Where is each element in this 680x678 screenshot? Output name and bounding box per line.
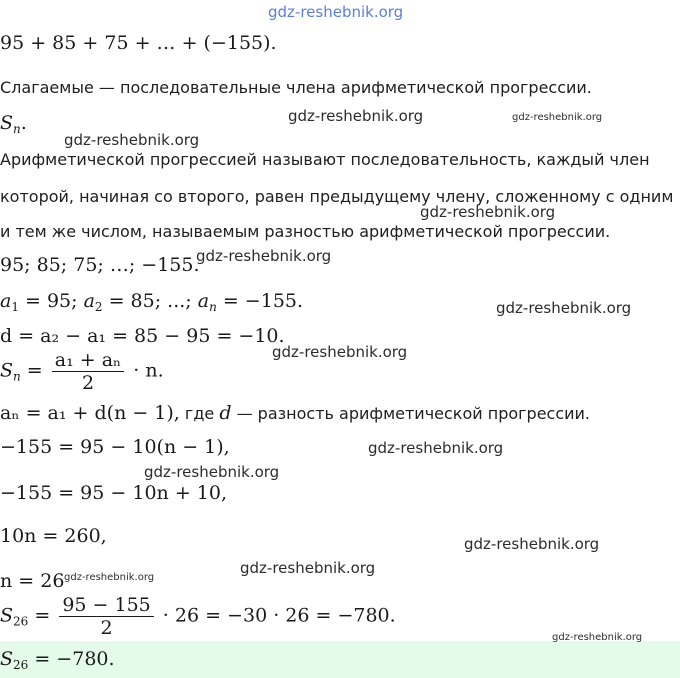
- sum-tail: · n.: [127, 359, 164, 382]
- answer: [0, 648, 115, 672]
- s26-fraction: [59, 594, 153, 639]
- nth-term-where: где: [179, 404, 220, 423]
- sum-numerator: a₁ + aₙ: [52, 349, 125, 372]
- s26-computation: [0, 594, 396, 639]
- sum-lhs: S: [0, 359, 14, 382]
- a2-a: a: [83, 290, 95, 312]
- watermark: gdz-reshebnik.org: [288, 107, 424, 125]
- watermark: gdz-reshebnik.org: [552, 632, 643, 643]
- sum-fraction: [52, 349, 125, 394]
- watermark: gdz-reshebnik.org: [420, 203, 556, 221]
- watermark: gdz-reshebnik.org: [196, 247, 332, 265]
- watermark: gdz-reshebnik.org: [368, 439, 504, 457]
- sn-symbol: [0, 112, 27, 136]
- s26-numerator: 95 − 155: [59, 594, 153, 617]
- definition-line-2: которой, начиная со второго, равен предыдущему члену, сложенному с одним: [0, 187, 674, 206]
- sum-denominator: 2: [81, 372, 95, 394]
- sn-S: S: [0, 112, 14, 134]
- watermark: gdz-reshebnik.org: [496, 299, 632, 317]
- answer-lhs-sub: 26: [13, 658, 29, 672]
- an-sub: n: [209, 300, 217, 314]
- watermark: gdz-reshebnik.org: [64, 131, 200, 149]
- s26-tail: · 26 = −30 · 26 = −780.: [156, 604, 396, 627]
- sum-formula: [0, 349, 164, 394]
- watermark: gdz-reshebnik.org: [240, 559, 376, 577]
- s26-lhs-sub: 26: [13, 614, 29, 629]
- definition-line-3: и тем же числом, называемым разностью арифметической прогрессии.: [0, 222, 611, 241]
- nth-term-formula: [0, 402, 590, 424]
- terms-values: [0, 290, 303, 314]
- watermark: gdz-reshebnik.org: [64, 572, 155, 583]
- sequence: 95; 85; 75; …; −155.: [0, 254, 200, 276]
- equation-2: −155 = 95 − 10n + 10,: [0, 482, 227, 504]
- an-a: a: [197, 290, 210, 312]
- difference-formula: d = a₂ − a₁ = 85 − 95 = −10.: [0, 325, 285, 347]
- a1-val: = 95;: [18, 290, 84, 312]
- sum-expression: 95 + 85 + 75 + … + (−155).: [0, 32, 277, 54]
- equation-n: n = 26: [0, 570, 65, 592]
- definition-line-1: Арифметической прогрессией называют последовательность, каждый член: [0, 150, 650, 169]
- a1-a: a: [0, 290, 12, 312]
- equation-3: 10n = 260,: [0, 525, 107, 547]
- sn-sub: n: [13, 122, 21, 136]
- nth-term-math: aₙ = a₁ + d(n − 1),: [0, 402, 180, 424]
- answer-lhs: S: [0, 648, 14, 670]
- sum-lhs-sub: n: [13, 369, 21, 384]
- s26-denominator: 2: [100, 617, 113, 639]
- an-val: = −155.: [216, 290, 304, 312]
- sum-eq: =: [20, 359, 49, 382]
- s26-lhs: S: [0, 604, 14, 627]
- s26-eq: =: [28, 604, 57, 627]
- a2-sub: 2: [94, 300, 103, 314]
- nth-term-d: d: [219, 402, 232, 424]
- nth-term-desc: — разность арифметической прогрессии.: [231, 404, 591, 423]
- a2-val: = 85; ...;: [102, 290, 198, 312]
- watermark: gdz-reshebnik.org: [464, 535, 600, 553]
- a1-sub: 1: [11, 300, 19, 314]
- watermark-top: gdz-reshebnik.org: [268, 3, 404, 21]
- answer-tail: = −780.: [28, 648, 115, 670]
- watermark: gdz-reshebnik.org: [144, 463, 280, 481]
- watermark: gdz-reshebnik.org: [512, 112, 603, 123]
- sn-dot: .: [20, 112, 27, 134]
- equation-1: −155 = 95 − 10(n − 1),: [0, 436, 230, 458]
- watermark: gdz-reshebnik.org: [272, 343, 408, 361]
- statement-terms: Слагаемые — последовательные члена арифметической прогрессии.: [0, 78, 592, 97]
